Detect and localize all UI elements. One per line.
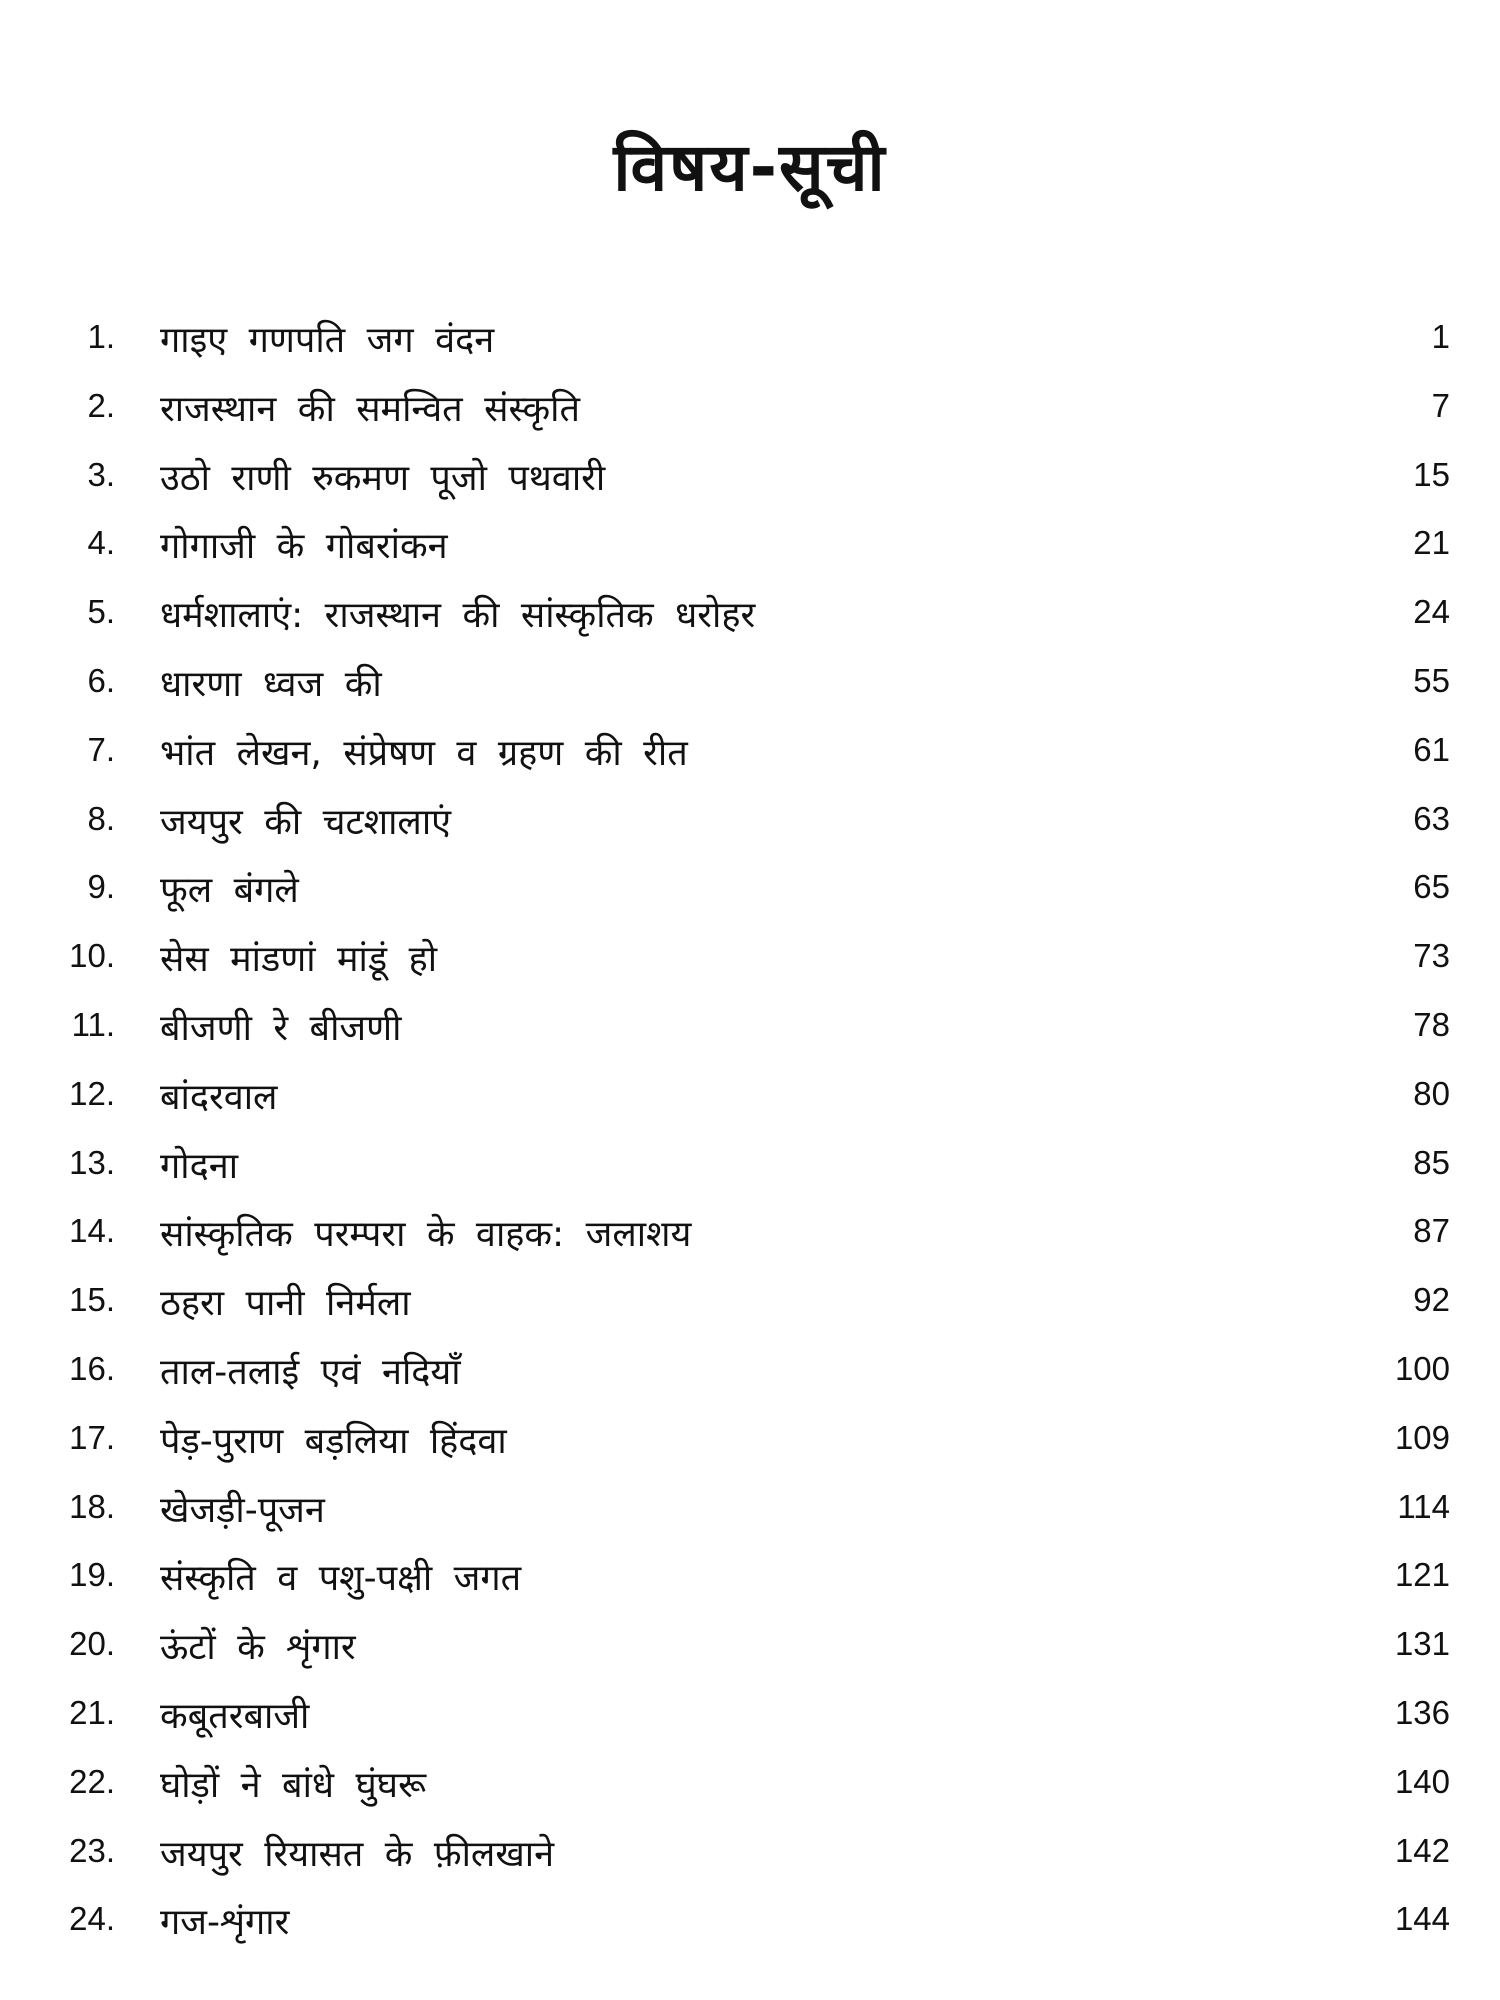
entry-page-number: 15 xyxy=(1413,455,1450,493)
entry-page-number: 85 xyxy=(1413,1143,1450,1181)
entry-number: 20. xyxy=(69,1625,115,1663)
entry-title: जयपुर की चटशालाएं xyxy=(160,801,452,843)
entry-title: सांस्कृतिक परम्परा के वाहक: जलाशय xyxy=(160,1214,692,1256)
entry-page-number: 140 xyxy=(1394,1762,1450,1800)
entry-page-number: 65 xyxy=(1413,868,1450,906)
entry-page-number: 109 xyxy=(1394,1418,1450,1456)
entry-title: जयपुर रियासत के फ़ीलखाने xyxy=(160,1833,555,1875)
toc-entry xyxy=(0,731,1500,791)
toc-entry xyxy=(0,1144,1500,1204)
toc-entry xyxy=(0,1900,1500,1960)
toc-entry xyxy=(0,868,1500,928)
entry-number: 7. xyxy=(87,730,115,768)
entry-title: गोदना xyxy=(160,1145,239,1187)
toc-entry xyxy=(0,318,1500,378)
entry-page-number: 92 xyxy=(1413,1281,1450,1319)
toc-entry xyxy=(0,1694,1500,1754)
entry-number: 8. xyxy=(87,799,115,837)
entry-number: 19. xyxy=(69,1556,115,1594)
entry-title: ऊंटों के शृंगार xyxy=(160,1627,356,1669)
entry-number: 12. xyxy=(69,1074,115,1112)
entry-number: 6. xyxy=(87,662,115,699)
toc-entry xyxy=(0,1419,1500,1479)
entry-page-number: 63 xyxy=(1413,799,1450,837)
entry-title: गज-शृंगार xyxy=(160,1902,290,1944)
entry-page-number: 131 xyxy=(1394,1625,1450,1663)
entry-title: घोड़ों ने बांधे घुंघरू xyxy=(160,1764,427,1806)
toc-entry xyxy=(0,800,1500,860)
entry-title: कबूतरबाजी xyxy=(160,1696,310,1737)
toc-entry xyxy=(0,1281,1500,1341)
entry-number: 16. xyxy=(69,1350,115,1387)
entry-title: गाइए गणपति जग वंदन xyxy=(160,320,495,361)
entry-number: 22. xyxy=(69,1762,115,1800)
entry-page-number: 73 xyxy=(1413,937,1450,975)
toc-entry xyxy=(0,1832,1500,1892)
entry-page-number: 121 xyxy=(1394,1556,1450,1594)
entry-page-number: 7 xyxy=(1431,386,1450,424)
toc-entry xyxy=(0,662,1500,722)
entry-title: फूल बंगले xyxy=(160,870,299,912)
entry-page-number: 142 xyxy=(1394,1831,1450,1869)
entry-page-number: 87 xyxy=(1413,1212,1450,1250)
entry-page-number: 24 xyxy=(1413,593,1450,631)
entry-page-number: 78 xyxy=(1413,1006,1450,1043)
entry-number: 21. xyxy=(69,1694,115,1731)
entry-number: 23. xyxy=(69,1831,115,1869)
toc-entry xyxy=(0,937,1500,997)
entry-title: धर्मशालाएं: राजस्थान की सांस्कृतिक धरोहर xyxy=(160,595,756,637)
toc-entry xyxy=(0,593,1500,653)
entry-title: गोगाजी के गोबरांकन xyxy=(160,526,448,568)
entry-page-number: 21 xyxy=(1413,524,1450,562)
entry-number: 11. xyxy=(71,1006,115,1043)
entry-page-number: 100 xyxy=(1394,1350,1450,1387)
entry-title: बांदरवाल xyxy=(160,1076,278,1118)
toc-entry xyxy=(0,1763,1500,1823)
entry-title: खेजड़ी-पूजन xyxy=(160,1489,325,1531)
toc-entry xyxy=(0,1488,1500,1548)
entry-page-number: 80 xyxy=(1413,1074,1450,1112)
entry-page-number: 61 xyxy=(1413,730,1450,768)
entry-number: 15. xyxy=(69,1281,115,1319)
entry-title: ठहरा पानी निर्मला xyxy=(160,1283,411,1325)
entry-title: संस्कृति व पशु-पक्षी जगत xyxy=(160,1558,522,1600)
toc-entry xyxy=(0,1556,1500,1616)
entry-number: 14. xyxy=(69,1212,115,1250)
entry-title: भांत लेखन, संप्रेषण व ग्रहण की रीत xyxy=(160,732,688,774)
entry-number: 24. xyxy=(69,1900,115,1938)
toc-entry xyxy=(0,1212,1500,1272)
entry-page-number: 114 xyxy=(1397,1487,1450,1525)
entry-number: 17. xyxy=(69,1418,115,1456)
entry-page-number: 55 xyxy=(1413,662,1450,699)
entry-title: राजस्थान की समन्वित संस्कृति xyxy=(160,388,580,430)
toc-entry xyxy=(0,1625,1500,1685)
toc-entry xyxy=(0,1350,1500,1410)
entry-title: उठो राणी रुकमण पूजो पथवारी xyxy=(160,457,606,499)
toc-entry xyxy=(0,1006,1500,1066)
entry-number: 9. xyxy=(87,868,115,906)
entry-title: बीजणी रे बीजणी xyxy=(160,1008,402,1049)
toc-entry xyxy=(0,524,1500,584)
entry-number: 2. xyxy=(87,386,115,424)
entry-number: 13. xyxy=(69,1143,115,1181)
entry-title: पेड़-पुराण बड़लिया हिंदवा xyxy=(160,1420,507,1462)
entry-number: 10. xyxy=(69,937,115,975)
entry-page-number: 136 xyxy=(1394,1694,1450,1731)
entry-page-number: 144 xyxy=(1394,1900,1450,1938)
toc-entry xyxy=(0,1075,1500,1135)
entry-title: धारणा ध्वज की xyxy=(160,664,382,705)
entry-number: 5. xyxy=(87,593,115,631)
toc-entry xyxy=(0,387,1500,447)
entry-page-number: 1 xyxy=(1431,318,1450,355)
entry-title: ताल-तलाई एवं नदियाँ xyxy=(160,1352,461,1393)
toc-entry xyxy=(0,456,1500,516)
page-title: विषय-सूची xyxy=(613,129,887,206)
entry-number: 1. xyxy=(87,318,115,355)
entry-number: 3. xyxy=(87,455,115,493)
entry-number: 18. xyxy=(69,1487,115,1525)
entry-title: सेस मांडणां मांडूं हो xyxy=(160,939,438,981)
entry-number: 4. xyxy=(87,524,115,562)
